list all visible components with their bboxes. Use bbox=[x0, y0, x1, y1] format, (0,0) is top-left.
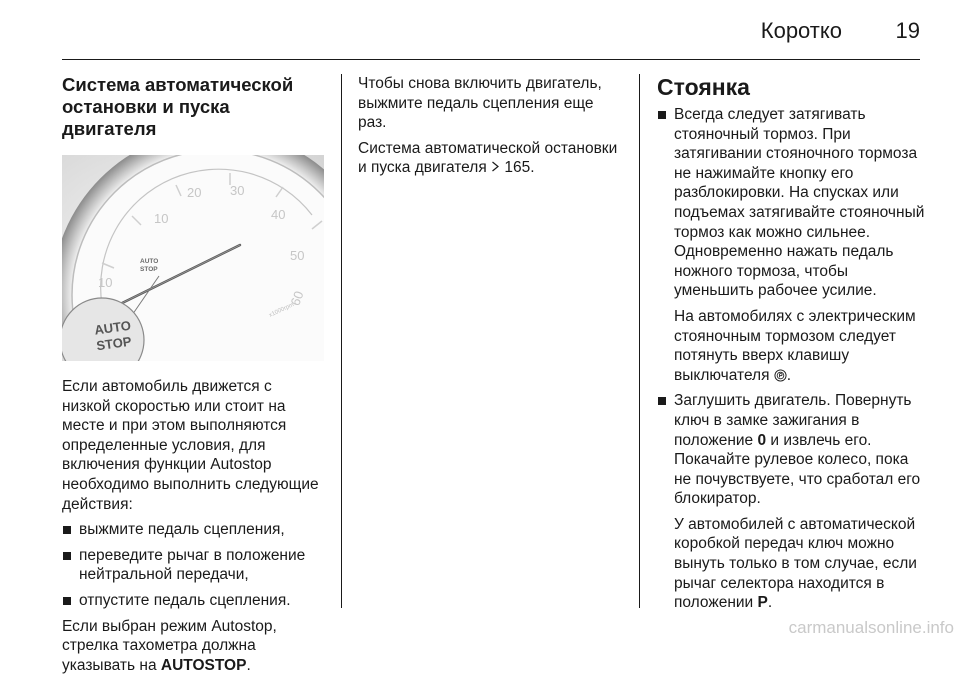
bullet-icon bbox=[63, 552, 71, 560]
parking-brake-switch-icon bbox=[774, 369, 787, 382]
section-heading-autostop: Система автоматической остановки и пуска двигателя bbox=[62, 74, 294, 139]
header-rule bbox=[62, 59, 920, 60]
tick-label-60: 60 bbox=[287, 288, 307, 308]
page-number: 19 bbox=[895, 18, 920, 43]
svg-text:STOP: STOP bbox=[95, 333, 133, 354]
list-item: Заглушить двигатель. Повернуть ключ в замке зажигания в положение 0 и извлечь его. Покачайте рулевое колесо, пока не почувствуете, что сработал его блокиратор. У автомобилей с автоматической коробкой передач ключ можно вынуть только в том случае, если рычаг селектора находится в положении P. bbox=[657, 391, 925, 613]
svg-text:STOP: STOP bbox=[140, 266, 158, 273]
column-1 bbox=[62, 74, 324, 681]
column-2 bbox=[358, 74, 620, 184]
parking-list bbox=[657, 105, 925, 613]
list-item: переведите рычаг в положение нейтральной передачи, bbox=[62, 546, 324, 585]
magnified-autostop-label bbox=[93, 318, 132, 354]
tick-label-40: 40 bbox=[271, 207, 286, 222]
column-divider-2 bbox=[639, 74, 640, 608]
bullet-icon bbox=[658, 111, 666, 119]
svg-text:AUTO: AUTO bbox=[140, 258, 159, 265]
automatic-transmission-note: У автомобилей с автоматической коробкой передач ключ можно вынуть только в том случае, если рычаг селектора находится в положении P. bbox=[674, 515, 917, 612]
section-heading-parking: Стоянка bbox=[657, 74, 750, 100]
tick-label-10: 10 bbox=[154, 211, 169, 226]
dial-autostop-label bbox=[140, 258, 158, 273]
column-3 bbox=[657, 74, 925, 619]
header-title: Коротко bbox=[760, 18, 842, 43]
tick-label-50: 50 bbox=[290, 248, 305, 263]
list-item: Всегда следует затягивать стояночный тормоз. При затягивании стояночного тормоза не нажимайте кнопку его разблокировки. На спусках или подъемах затягивайте стояночный тормоз как можно сильнее. Одновременно нажать педаль ножного тормоза, чтобы уменьшить рабочее усилие. На автомобилях с электрическим стояночным тормозом следует потянуть вверх клавишу выключателя . bbox=[657, 105, 925, 385]
tick-label-30: 30 bbox=[230, 183, 245, 198]
autostop-intro: Если автомобиль движется с низкой скоростью или стоит на месте и при этом выполняются определенные условия, для включения функции Autostop необходимо выполнить следующие действия: bbox=[62, 378, 319, 513]
page-reference-link[interactable]: 165. bbox=[504, 159, 535, 177]
electric-brake-note: На автомобилях с электрическим стояночным тормозом следует потянуть вверх клавишу выключателя . bbox=[674, 307, 916, 384]
bullet-icon bbox=[63, 526, 71, 534]
list-item: выжмите педаль сцепления, bbox=[62, 520, 324, 540]
tick-label-60-low: 10 bbox=[98, 275, 113, 290]
watermark: carmanualsonline.info bbox=[788, 618, 954, 637]
tachometer-figure bbox=[62, 155, 324, 361]
cross-reference-paragraph: Система автоматической остановки и пуска двигателя 165. bbox=[358, 139, 618, 177]
autostop-steps bbox=[62, 520, 324, 610]
autostop-outro: Если выбран режим Autostop, стрелка тахометра должна указывать на AUTOSTOP. bbox=[62, 617, 277, 674]
rpm-unit-label: x1000rpm bbox=[268, 302, 296, 319]
bullet-icon bbox=[658, 397, 666, 405]
list-item: отпустите педаль сцепления. bbox=[62, 591, 324, 611]
page-reference-arrow-icon bbox=[491, 161, 500, 172]
tick-label-20: 20 bbox=[187, 185, 202, 200]
column-divider-1 bbox=[341, 74, 342, 608]
tachometer-illustration bbox=[62, 155, 324, 361]
svg-text:AUTO: AUTO bbox=[93, 317, 132, 338]
restart-paragraph: Чтобы снова включить двигатель, выжмите педаль сцепления еще раз. bbox=[358, 75, 602, 132]
bullet-icon bbox=[63, 597, 71, 605]
page-header bbox=[62, 14, 920, 58]
